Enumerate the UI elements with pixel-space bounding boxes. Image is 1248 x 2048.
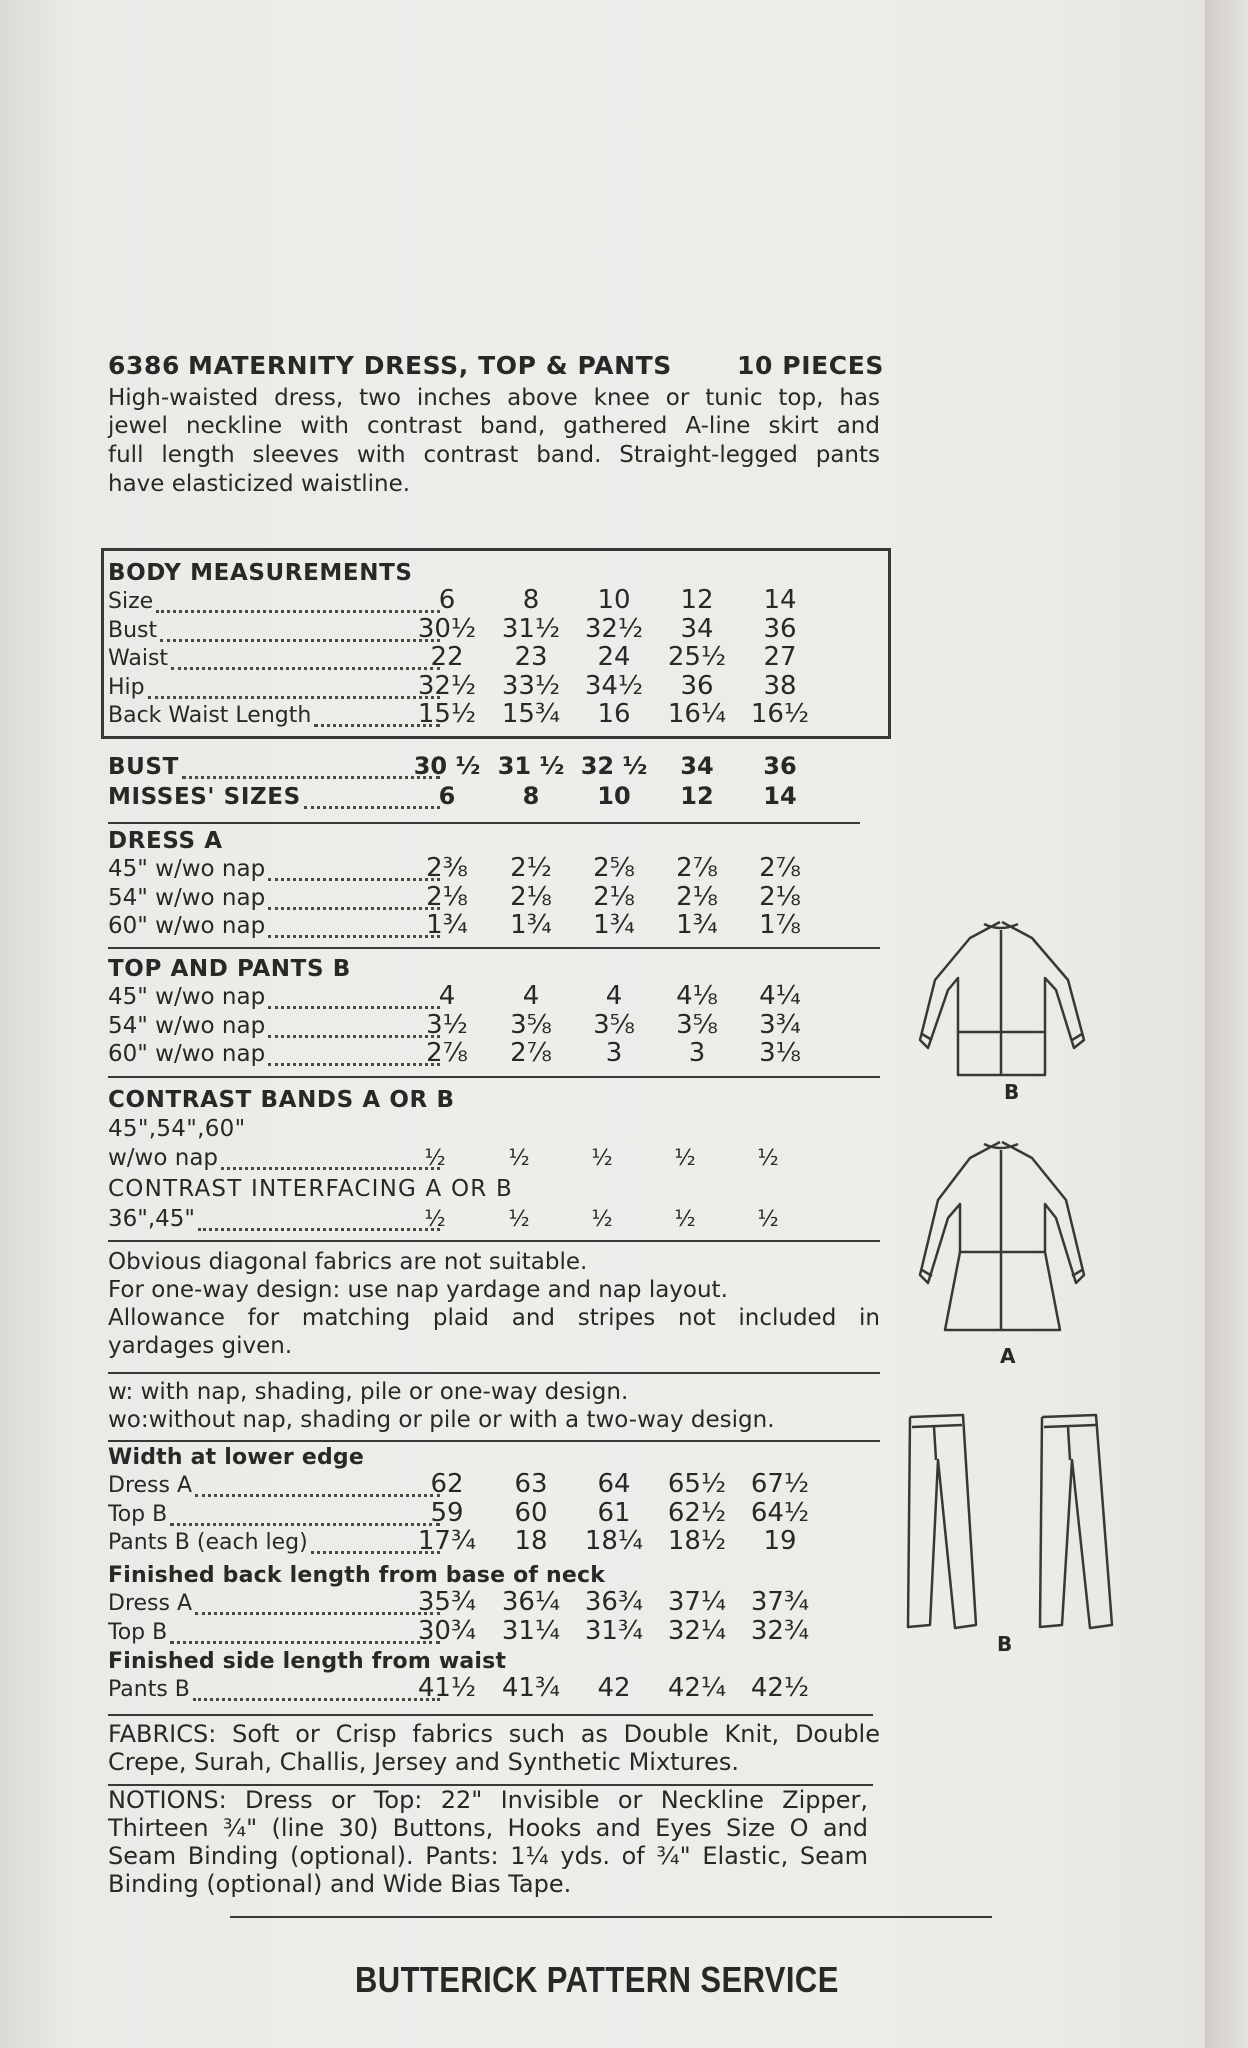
row-value: 33½: [501, 670, 561, 701]
row-value: 3: [688, 1038, 706, 1068]
row-value: 23: [514, 642, 548, 672]
row-label: Top B: [108, 1501, 168, 1527]
row-value: 3⅝: [510, 1009, 552, 1040]
side-length-heading: Finished side length from waist: [108, 1649, 507, 1674]
row-value: 32½: [584, 613, 644, 644]
body-measurements-heading: BODY MEASUREMENTS: [108, 560, 413, 586]
notions-line: Binding (optional) and Wide Bias Tape.: [108, 1870, 572, 1898]
leader-dots: [170, 1520, 440, 1526]
row-value: 2⅛: [510, 881, 552, 912]
row-value: ½: [508, 1146, 530, 1171]
row-value: ½: [674, 1146, 696, 1171]
row-value: 1¾: [593, 910, 635, 940]
row-value: 3½: [426, 1009, 468, 1040]
description-line: full length sleeves with contrast band. Straight-legged pants: [108, 442, 880, 468]
row-value: 12: [680, 782, 714, 810]
row-value: ½: [424, 1146, 446, 1171]
row-value: 31¼: [501, 1615, 561, 1646]
contrast-bands-widths: 45",54",60": [108, 1116, 246, 1142]
row-value: 15½: [417, 699, 477, 729]
divider: [108, 1372, 880, 1374]
row-value: 3⅛: [759, 1038, 801, 1068]
dress-a-sketch-icon: [920, 1142, 1084, 1330]
row-label: BUST: [108, 754, 179, 780]
row-value: 4: [605, 981, 623, 1011]
contrast-bands-heading: CONTRAST BANDS A OR B: [108, 1087, 455, 1113]
row-label: Pants B (each leg): [108, 1530, 308, 1555]
row-value: 8: [522, 782, 540, 810]
row-label: 45" w/wo nap: [108, 984, 266, 1010]
back-length-heading: Finished back length from base of neck: [108, 1563, 606, 1588]
row-value: 38: [763, 670, 797, 701]
row-value: 25½: [667, 642, 727, 672]
row-value: 19: [763, 1526, 797, 1556]
row-value: 1⅞: [759, 910, 801, 940]
row-label: 45" w/wo nap: [108, 856, 266, 882]
row-value: 35¾: [417, 1587, 477, 1617]
row-value: 1¾: [510, 910, 552, 940]
row-value: 37¾: [750, 1587, 810, 1617]
leader-dots: [170, 1638, 440, 1644]
row-value: 16¼: [667, 699, 727, 729]
dress-a-heading: DRESS A: [108, 828, 223, 854]
row-value: ½: [508, 1207, 530, 1232]
row-value: 31¾: [584, 1615, 644, 1646]
row-label: 36",45": [108, 1206, 196, 1232]
row-value: 2⅛: [593, 881, 635, 912]
sketch-label-top-b: B: [1004, 1080, 1020, 1104]
row-value: 2⅞: [426, 1038, 468, 1068]
divider: [108, 1714, 873, 1716]
nap-legend-line: wo:without nap, shading or pile or with a two-way design.: [108, 1407, 775, 1433]
row-value: 42½: [750, 1673, 810, 1703]
width-lower-edge-heading: Width at lower edge: [108, 1445, 364, 1470]
fabrics-line: FABRICS: Soft or Crisp fabrics such as Double Knit, Double: [108, 1720, 880, 1748]
row-label: 60" w/wo nap: [108, 913, 266, 939]
note-line: yardages given.: [108, 1333, 293, 1359]
row-label: w/wo nap: [108, 1145, 219, 1171]
description-line: jewel neckline with contrast band, gathered A-line skirt and: [108, 413, 880, 439]
row-value: 36¼: [501, 1587, 561, 1617]
row-label: Size: [108, 589, 154, 614]
row-value: 34½: [584, 670, 644, 701]
row-value: 32¼: [667, 1615, 727, 1646]
row-value: 30½: [417, 613, 477, 644]
row-value: 36: [680, 670, 714, 701]
row-value: ½: [674, 1207, 696, 1232]
fabrics-line: Crepe, Surah, Challis, Jersey and Synthetic Mixtures.: [108, 1748, 740, 1776]
row-value: 4⅛: [676, 981, 718, 1011]
description-line: have elasticized waistline.: [108, 471, 411, 497]
divider: [108, 947, 880, 949]
row-value: 4: [522, 981, 540, 1011]
divider: [108, 1440, 880, 1442]
notions-line: NOTIONS: Dress or Top: 22" Invisible or Neckline Zipper,: [108, 1786, 868, 1814]
row-value: 2⅛: [426, 881, 468, 912]
row-value: 14: [763, 585, 797, 615]
row-value: 60: [514, 1497, 548, 1528]
row-value: 2⅛: [759, 881, 801, 912]
row-value: 62: [430, 1469, 464, 1499]
row-value: 16: [597, 699, 631, 729]
row-value: 30 ½: [413, 752, 481, 780]
description-line: High-waisted dress, two inches above knee or tunic top, has: [108, 385, 880, 411]
row-value: 32 ½: [580, 752, 648, 780]
row-value: 62½: [667, 1497, 727, 1528]
leader-dots: [160, 636, 440, 642]
row-value: 12: [680, 585, 714, 615]
row-value: 61: [597, 1497, 631, 1528]
envelope-edge: [1205, 0, 1248, 2048]
row-value: 6: [438, 782, 456, 810]
row-value: 31½: [501, 613, 561, 644]
notions-line: Seam Binding (optional). Pants: 1¼ yds. of ¾" Elastic, Seam: [108, 1842, 868, 1870]
row-value: 3¾: [759, 1009, 801, 1040]
row-value: 2⅛: [676, 881, 718, 912]
row-value: 16½: [750, 699, 810, 729]
row-value: 2⅜: [426, 853, 468, 883]
row-value: 34: [680, 613, 714, 644]
contrast-interfacing-heading: CONTRAST INTERFACING A OR B: [108, 1176, 513, 1202]
row-value: ½: [591, 1146, 613, 1171]
row-value: 14: [763, 782, 797, 810]
garment-sketches: [900, 900, 1140, 1640]
row-label: 54" w/wo nap: [108, 884, 266, 911]
leader-dots: [148, 693, 440, 699]
row-label: 60" w/wo nap: [108, 1041, 266, 1067]
row-value: 42¼: [667, 1673, 727, 1703]
row-value: 37¼: [667, 1587, 727, 1617]
note-line: Allowance for matching plaid and stripes not included in: [108, 1305, 880, 1331]
row-value: 4: [438, 981, 456, 1011]
row-value: ½: [424, 1207, 446, 1232]
row-value: 67½: [750, 1469, 810, 1499]
row-value: 3⅝: [676, 1009, 718, 1040]
row-value: 6: [438, 585, 456, 615]
notions-line: Thirteen ¾" (line 30) Buttons, Hooks and Eyes Size O and: [108, 1814, 868, 1842]
top-pants-b-heading: TOP AND PANTS B: [108, 956, 351, 982]
sketch-label-dress-a: A: [1000, 1344, 1016, 1368]
row-value: 3⅝: [593, 1009, 635, 1040]
note-line: Obvious diagonal fabrics are not suitable.: [108, 1249, 588, 1275]
row-value: 27: [763, 642, 797, 672]
row-value: 8: [522, 585, 540, 615]
row-label: Waist: [108, 646, 169, 671]
note-line: For one-way design: use nap yardage and nap layout.: [108, 1277, 728, 1303]
row-value: 36¾: [584, 1587, 644, 1617]
row-label: MISSES' SIZES: [108, 784, 301, 810]
row-value: 41¾: [501, 1673, 561, 1703]
row-value: 22: [430, 642, 464, 672]
row-value: 59: [430, 1497, 464, 1528]
row-value: 10: [597, 782, 631, 810]
row-value: 63: [514, 1469, 548, 1499]
row-value: 31 ½: [497, 752, 565, 780]
row-value: 4¼: [759, 981, 801, 1011]
row-value: 32½: [417, 670, 477, 701]
row-label: Dress A: [108, 1473, 193, 1498]
row-value: 2⅞: [759, 853, 801, 883]
row-label: Bust: [108, 617, 158, 643]
sketch-label-pants-b: B: [997, 1632, 1013, 1656]
pattern-title: MATERNITY DRESS, TOP & PANTS: [188, 351, 672, 380]
row-value: 18¼: [584, 1526, 644, 1556]
divider: [108, 1076, 880, 1078]
row-label: Top B: [108, 1619, 168, 1645]
top-b-sketch-icon: [920, 922, 1084, 1075]
row-value: 1¾: [676, 910, 718, 940]
leader-dots: [221, 1164, 440, 1170]
row-value: 15¾: [501, 699, 561, 729]
row-value: 2⅞: [676, 853, 718, 883]
row-value: 1¾: [426, 910, 468, 940]
leader-dots: [171, 664, 440, 670]
row-label: Dress A: [108, 1591, 193, 1616]
divider: [108, 822, 860, 824]
row-value: 30¾: [417, 1615, 477, 1646]
row-value: 65½: [667, 1469, 727, 1499]
row-value: 32¾: [750, 1615, 810, 1646]
row-value: 2⅝: [593, 853, 635, 883]
row-label: Pants B: [108, 1677, 190, 1702]
row-value: ½: [757, 1146, 779, 1171]
row-value: 18½: [667, 1526, 727, 1556]
row-value: 64½: [750, 1497, 810, 1528]
footer-divider: [230, 1916, 992, 1918]
divider: [108, 1240, 880, 1242]
brand-footer: BUTTERICK PATTERN SERVICE: [355, 1959, 839, 2000]
row-value: 17¾: [417, 1526, 477, 1556]
row-value: 24: [597, 642, 631, 672]
row-value: 64: [597, 1469, 631, 1499]
row-value: 10: [597, 585, 631, 615]
row-value: 34: [680, 752, 714, 780]
row-label: Back Waist Length: [108, 703, 312, 728]
leader-dots: [156, 607, 440, 613]
pattern-pieces: 10 PIECES: [737, 351, 885, 380]
nap-legend-line: w: with nap, shading, pile or one-way design.: [108, 1379, 629, 1405]
row-value: ½: [591, 1207, 613, 1232]
row-value: 2⅞: [510, 1038, 552, 1068]
row-value: 41½: [417, 1673, 477, 1703]
row-label: 54" w/wo nap: [108, 1012, 266, 1039]
row-value: 36: [763, 613, 797, 644]
row-value: 18: [514, 1526, 548, 1556]
row-value: 2½: [510, 853, 552, 883]
row-value: ½: [757, 1207, 779, 1232]
row-value: 42: [597, 1673, 631, 1703]
row-value: 3: [605, 1038, 623, 1068]
row-value: 36: [763, 752, 797, 780]
pants-b-sketch-icon: [908, 1415, 1112, 1628]
pattern-number: 6386: [108, 351, 180, 380]
row-label: Hip: [108, 674, 145, 700]
